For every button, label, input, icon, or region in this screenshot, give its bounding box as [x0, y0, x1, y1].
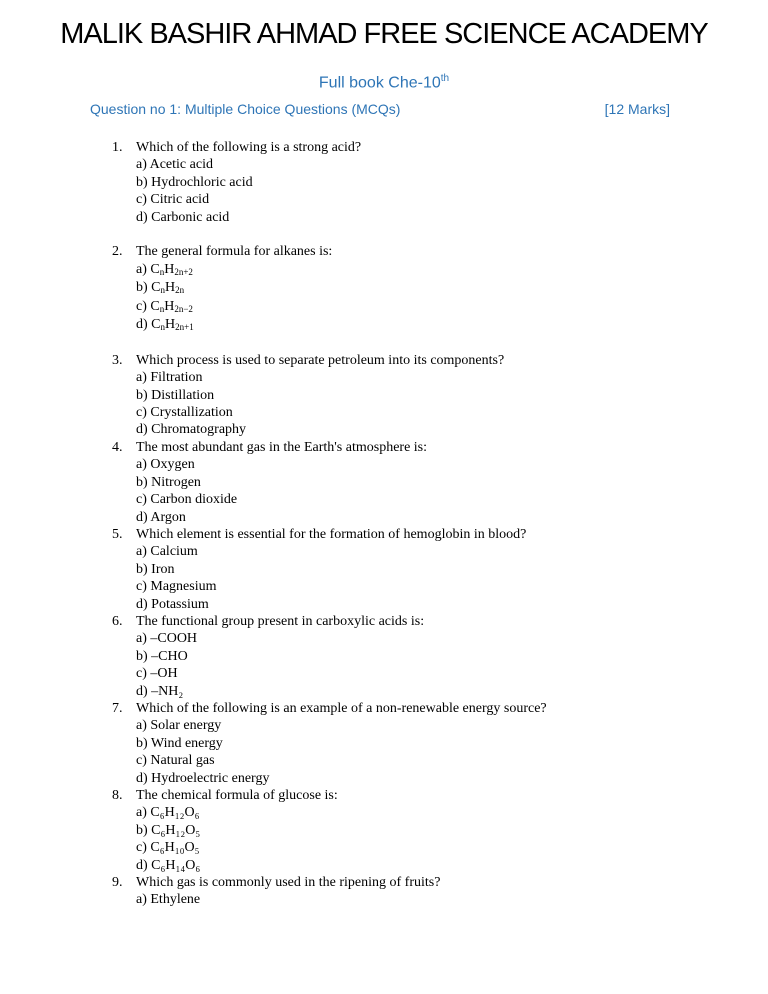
question-5 — [112, 526, 712, 613]
question-1 — [112, 139, 712, 226]
option: b) Iron — [136, 561, 175, 577]
question-8 — [112, 787, 712, 874]
option: a) Solar energy — [136, 718, 222, 734]
question-6 — [112, 613, 712, 700]
formula-subscript: 2n+1 — [175, 322, 194, 333]
subtitle-text: Full book Che-10 — [318, 74, 441, 92]
option: b) Nitrogen — [136, 474, 201, 490]
option: b) Hydrochloric acid — [136, 174, 253, 190]
option-prefix: a) C — [136, 261, 160, 277]
question-text: The chemical formula of glucose is: — [136, 788, 338, 803]
option: a) Oxygen — [136, 457, 195, 473]
subtitle — [0, 73, 768, 92]
option: d) Argon — [136, 509, 186, 525]
question-number: 4. — [112, 439, 123, 455]
mcq-list — [112, 139, 712, 909]
option: c) Crystallization — [136, 405, 233, 421]
formula-subscript: n — [160, 322, 165, 333]
option: a) Acetic acid — [136, 157, 213, 173]
question-text: Which process is used to separate petroleum into its components? — [136, 352, 505, 368]
option: a) C₆H₁₂O₆ — [136, 805, 200, 821]
formula-subscript: n — [159, 303, 165, 314]
question-2 — [112, 243, 712, 334]
question-number: 3. — [112, 352, 123, 368]
option: c) Carbon dioxide — [136, 492, 238, 508]
option: d) C₆H₁₄O₆ — [136, 857, 201, 873]
option-prefix: d) C — [136, 317, 161, 333]
option: a) Filtration — [136, 370, 203, 386]
option-prefix: c) C — [136, 298, 160, 314]
question-text: The functional group present in carboxylic acids is: — [136, 613, 425, 629]
question-text: Which gas is commonly used in the ripening of fruits? — [136, 875, 441, 891]
question-text: Which of the following is an example of a non-renewable energy source? — [136, 700, 547, 716]
formula-subscript: 2n−2 — [174, 303, 193, 314]
question-number: 9. — [112, 875, 123, 891]
subtitle-superscript: th — [440, 73, 450, 84]
option: d) Carbonic acid — [136, 209, 230, 225]
option: a) Ethylene — [136, 892, 201, 908]
formula-part: H — [164, 261, 175, 277]
question-text: The general formula for alkanes is: — [136, 244, 333, 260]
option — [136, 316, 712, 334]
question-9 — [112, 874, 712, 909]
marks-label: [12 Marks] — [604, 101, 670, 117]
question-number: 6. — [112, 613, 123, 629]
question-3 — [112, 352, 712, 439]
formula-part: H — [165, 317, 176, 333]
formula-subscript: n — [160, 285, 165, 296]
formula-subscript: 2n — [175, 285, 185, 296]
option: c) C₆H₁₀O₅ — [136, 840, 200, 856]
page-title: MALIK BASHIR AHMAD FREE SCIENCE ACADEMY — [60, 18, 708, 50]
option: d) –NH₂ — [136, 683, 184, 699]
question-4 — [112, 439, 712, 526]
question-number: 7. — [112, 700, 123, 716]
question-number: 8. — [112, 788, 123, 803]
option: c) Magnesium — [136, 579, 217, 595]
option: b) Wind energy — [136, 735, 223, 751]
option: c) Citric acid — [136, 192, 210, 208]
question-title: Question no 1: Multiple Choice Questions (MCQs) — [90, 101, 401, 117]
option: a) –COOH — [136, 631, 198, 647]
option: b) –CHO — [136, 648, 188, 664]
question-text: The most abundant gas in the Earth's atmosphere is: — [136, 439, 428, 455]
option: d) Chromatography — [136, 422, 247, 438]
option — [136, 279, 712, 297]
option: c) –OH — [136, 666, 178, 682]
option: c) Natural gas — [136, 753, 215, 769]
question-number: 2. — [112, 244, 123, 260]
question-number: 1. — [112, 140, 123, 155]
option: b) Distillation — [136, 387, 215, 403]
question-text: Which element is essential for the formation of hemoglobin in blood? — [136, 526, 527, 542]
option — [136, 298, 712, 316]
option: a) Calcium — [136, 544, 198, 560]
option — [136, 261, 712, 279]
formula-part: H — [164, 298, 175, 314]
formula-part: H — [165, 280, 176, 296]
option: d) Hydroelectric energy — [136, 770, 270, 786]
option: d) Potassium — [136, 596, 209, 612]
question-text: Which of the following is a strong acid? — [136, 140, 362, 155]
question-header — [90, 101, 670, 117]
formula-subscript: 2n+2 — [174, 266, 193, 277]
question-number: 5. — [112, 526, 123, 542]
formula-subscript: n — [159, 266, 165, 277]
option: b) C₆H₁₂O₅ — [136, 822, 201, 838]
question-7 — [112, 700, 712, 787]
option-prefix: b) C — [136, 280, 161, 296]
